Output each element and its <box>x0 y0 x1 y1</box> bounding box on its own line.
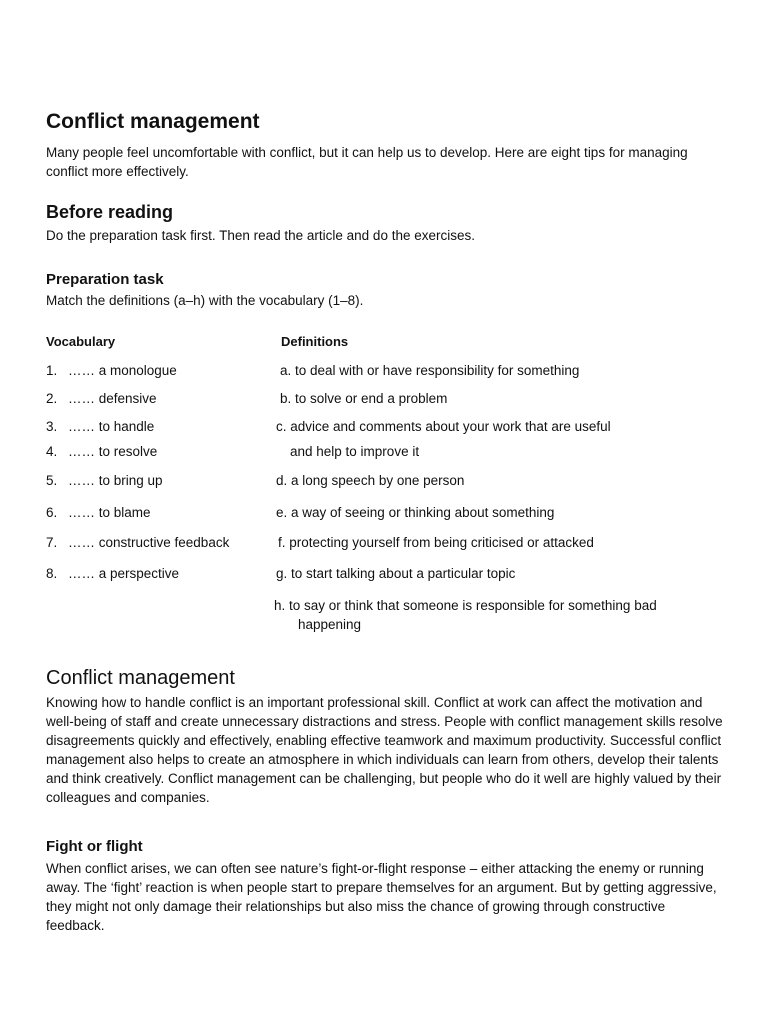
vocab-item-7 <box>46 535 229 550</box>
definition-h: h. to say or think that someone is responsible for something bad <box>274 598 657 613</box>
vocab-number: 2. <box>46 391 58 406</box>
definition-a: a. to deal with or have responsibility for something <box>280 363 580 378</box>
vocab-item-6 <box>46 505 151 520</box>
vocab-number: 5. <box>46 473 58 488</box>
definition-f: f. protecting yourself from being criticised or attacked <box>278 535 594 550</box>
page-title: Conflict management <box>46 110 260 133</box>
vocab-text: …… to resolve <box>68 444 158 459</box>
vocab-text: …… to handle <box>68 419 155 434</box>
definitions-column-header: Definitions <box>281 334 349 349</box>
vocab-text: …… a monologue <box>68 363 177 378</box>
vocab-text: …… to bring up <box>68 473 163 488</box>
intro-paragraph: Many people feel uncomfortable with conflict, but it can help us to develop. Here are eight tips for managing conflict more effectively. <box>46 145 688 179</box>
vocab-item-4 <box>46 444 157 459</box>
fight-or-flight-heading: Fight or flight <box>46 838 143 855</box>
definition-h-continued: happening <box>298 617 362 632</box>
definition-d: d. a long speech by one person <box>276 473 465 488</box>
vocab-number: 4. <box>46 444 58 459</box>
before-reading-text: Do the preparation task first. Then read the article and do the exercises. <box>46 228 475 243</box>
vocab-number: 1. <box>46 363 58 378</box>
vocab-number: 7. <box>46 535 58 550</box>
vocab-text: …… constructive feedback <box>68 535 230 550</box>
definition-c: c. advice and comments about your work that are useful <box>276 419 611 434</box>
vocab-number: 8. <box>46 566 58 581</box>
vocab-text: …… to blame <box>68 505 151 520</box>
vocab-text: …… defensive <box>68 391 157 406</box>
vocab-item-8 <box>46 566 179 581</box>
article-paragraph: Knowing how to handle conflict is an important professional skill. Conflict at work can affect the motivation and well-being of staff and create unnecessary distractions and stress. People with conflict management skills resolve disagreements quickly and effectively, enabling effective teamwork and maximum productivity. Successful conflict management also helps to create an atmosphere in which individuals can learn from others, develop their talents and think creatively. Conflict management can be challenging, but people who do it well are highly valued by their colleagues and companies. <box>46 695 723 805</box>
preparation-heading: Preparation task <box>46 271 164 288</box>
vocabulary-column-header: Vocabulary <box>46 334 116 349</box>
vocab-item-2 <box>46 391 157 406</box>
definition-b: b. to solve or end a problem <box>280 391 448 406</box>
vocab-item-5 <box>46 473 163 488</box>
definition-e: e. a way of seeing or thinking about something <box>276 505 555 520</box>
vocab-item-1 <box>46 363 177 378</box>
vocab-text: …… a perspective <box>68 566 180 581</box>
definition-c-continued: and help to improve it <box>290 444 420 459</box>
vocab-number: 6. <box>46 505 58 520</box>
preparation-instruction: Match the definitions (a–h) with the vocabulary (1–8). <box>46 293 364 308</box>
vocab-number: 3. <box>46 419 58 434</box>
article-heading: Conflict management <box>46 667 235 689</box>
before-reading-heading: Before reading <box>46 202 174 222</box>
fight-or-flight-paragraph: When conflict arises, we can often see nature’s fight-or-flight response – either attacking the enemy or running away. The ‘fight’ reaction is when people start to prepare themselves for an argument. But by getting aggressive, they might not only damage their relationships but also miss the chance of growing through constructive feedback. <box>46 861 717 933</box>
vocab-item-3 <box>46 419 154 434</box>
definition-g: g. to start talking about a particular topic <box>276 566 516 581</box>
